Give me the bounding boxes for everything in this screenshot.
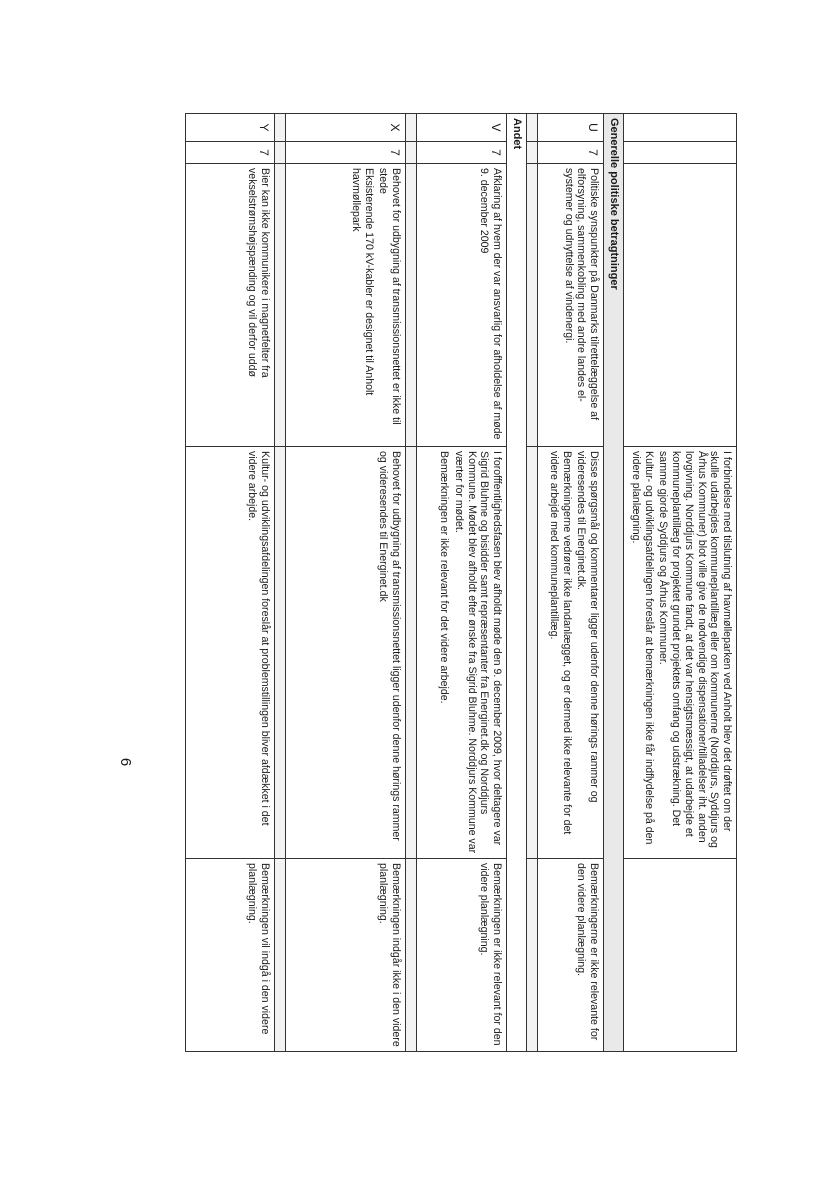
table-row [286, 114, 406, 1052]
response-text: Kultur- og udviklingsafdelingen foreslår at problemstillingen bliver afdækket i det videre arbejde. [246, 451, 271, 826]
response-text: Disse spørgsmål og kommentarer ligger udenfor denne hørings rammer og videresendes til Energinet.dk. [575, 451, 601, 803]
row-number: 7 [286, 142, 406, 164]
separator-row [275, 114, 286, 1052]
table-row [538, 114, 604, 1052]
row-letter: V [417, 114, 507, 142]
section-heading-row [604, 114, 624, 1052]
response-cell [286, 447, 406, 859]
summary-cell [417, 164, 507, 447]
response-text: Bemærkningerne vedrører ikke landanlægget, og er dermed ikke relevante for det videre arbejde med kommuneplantillæg. [548, 451, 573, 835]
summary-text: Politiske synspunkter på Danmarks tilrettelæggelse af elforsyning, sammenkobling med andre landes el-systemer og udnyttelse af vindenergi. [562, 168, 601, 421]
conclusion-cell: Bemærkningen er ikke relevant for den videre planlægning. [417, 859, 507, 1052]
row-number: 7 [417, 142, 507, 164]
conclusion-cell: Bemærkningen vil indgå i den videre planlægning. [186, 859, 275, 1052]
section-heading: Andet [507, 114, 527, 1052]
row-number: 7 [186, 142, 275, 164]
separator-row [527, 114, 538, 1052]
continuation-paragraph: Kultur- og udviklingsafdelingen foreslår at bemærkningen ikke får indflydelse på den videre planlægning. [630, 451, 655, 845]
summary-text: Eksisterende 170 kV-kabler er designet til Anholt havmøllepark [349, 168, 375, 396]
summary-cell [286, 164, 406, 447]
summary-text: Behovet for udbygning af transmissionsnettet er ikke til stede [377, 168, 402, 425]
row-letter: X [286, 114, 406, 142]
summary-text: Bier kan ikke kommunikere i magnetfelter fra vekselstrømshøjspænding og vil derfor uddø [246, 168, 271, 378]
response-text: Bemærkningen er ikke relevant for det videre arbejde. [438, 451, 451, 704]
table-row [186, 114, 275, 1052]
conclusion-cell: Bemærkningen indgår ikke i den videre planlægning. [286, 859, 406, 1052]
response-cell [186, 447, 275, 859]
table-row [417, 114, 507, 1052]
continuation-response-cell [624, 447, 737, 859]
continuation-paragraph: I forbindelse med tilslutning af havmølleparken ved Anholt blev det drøftet om der skulle udarbejdes kommuneplantillæg eller om kommunerne (Norddjurs, Syddjurs og Århus Kommuner) blot ville give de nødvendige dispensationer/tilladelser iht. anden lovgivning. Norddjurs Kommune fandt, at det var hensigtsmæssigt, at udarbejde et kommuneplantillæg for projektet grundet projektets omfang og udstrækning. Det samme gjorde Syddjurs og Århus Kommuner. [657, 451, 733, 848]
summary-text: Afklaring af hvem der var ansvarlig for afholdelse af møde 9. december 2009 [478, 168, 503, 440]
page-number: 6 [117, 757, 134, 767]
response-cell [538, 447, 604, 859]
response-text: Behovet for udbygning af transmissionsnettet ligger udenfor denne hørings rammer og videresendes til Energinet.dk [377, 451, 402, 841]
separator-row [406, 114, 417, 1052]
conclusion-cell: Bemærkningerne er ikke relevante for den videre planlægning. [538, 859, 604, 1052]
row-letter: U [538, 114, 604, 142]
summary-cell [186, 164, 275, 447]
response-cell [417, 447, 507, 859]
section-heading: Generelle politiske betragtninger [604, 114, 624, 1052]
summary-cell [538, 164, 604, 447]
row-number: 7 [538, 142, 604, 164]
table-row-continuation [624, 114, 737, 1052]
response-text: I forofffentlighedsfasen blev afholdt møde den 9. december 2009, hvor deltagere var Sigrid Bluhme og bisidder samt repræsentanter fra Energinet.dk og Norddjurs Kommune. Mødet blev afholdt efter ønske fra Sigrid Bluhme. Norddjurs Kommune var værter for mødet. [452, 451, 503, 854]
section-heading-row [507, 114, 527, 1052]
rotated-page-content [185, 113, 737, 1051]
row-letter: Y [186, 114, 275, 142]
hearing-response-table [185, 113, 737, 1052]
